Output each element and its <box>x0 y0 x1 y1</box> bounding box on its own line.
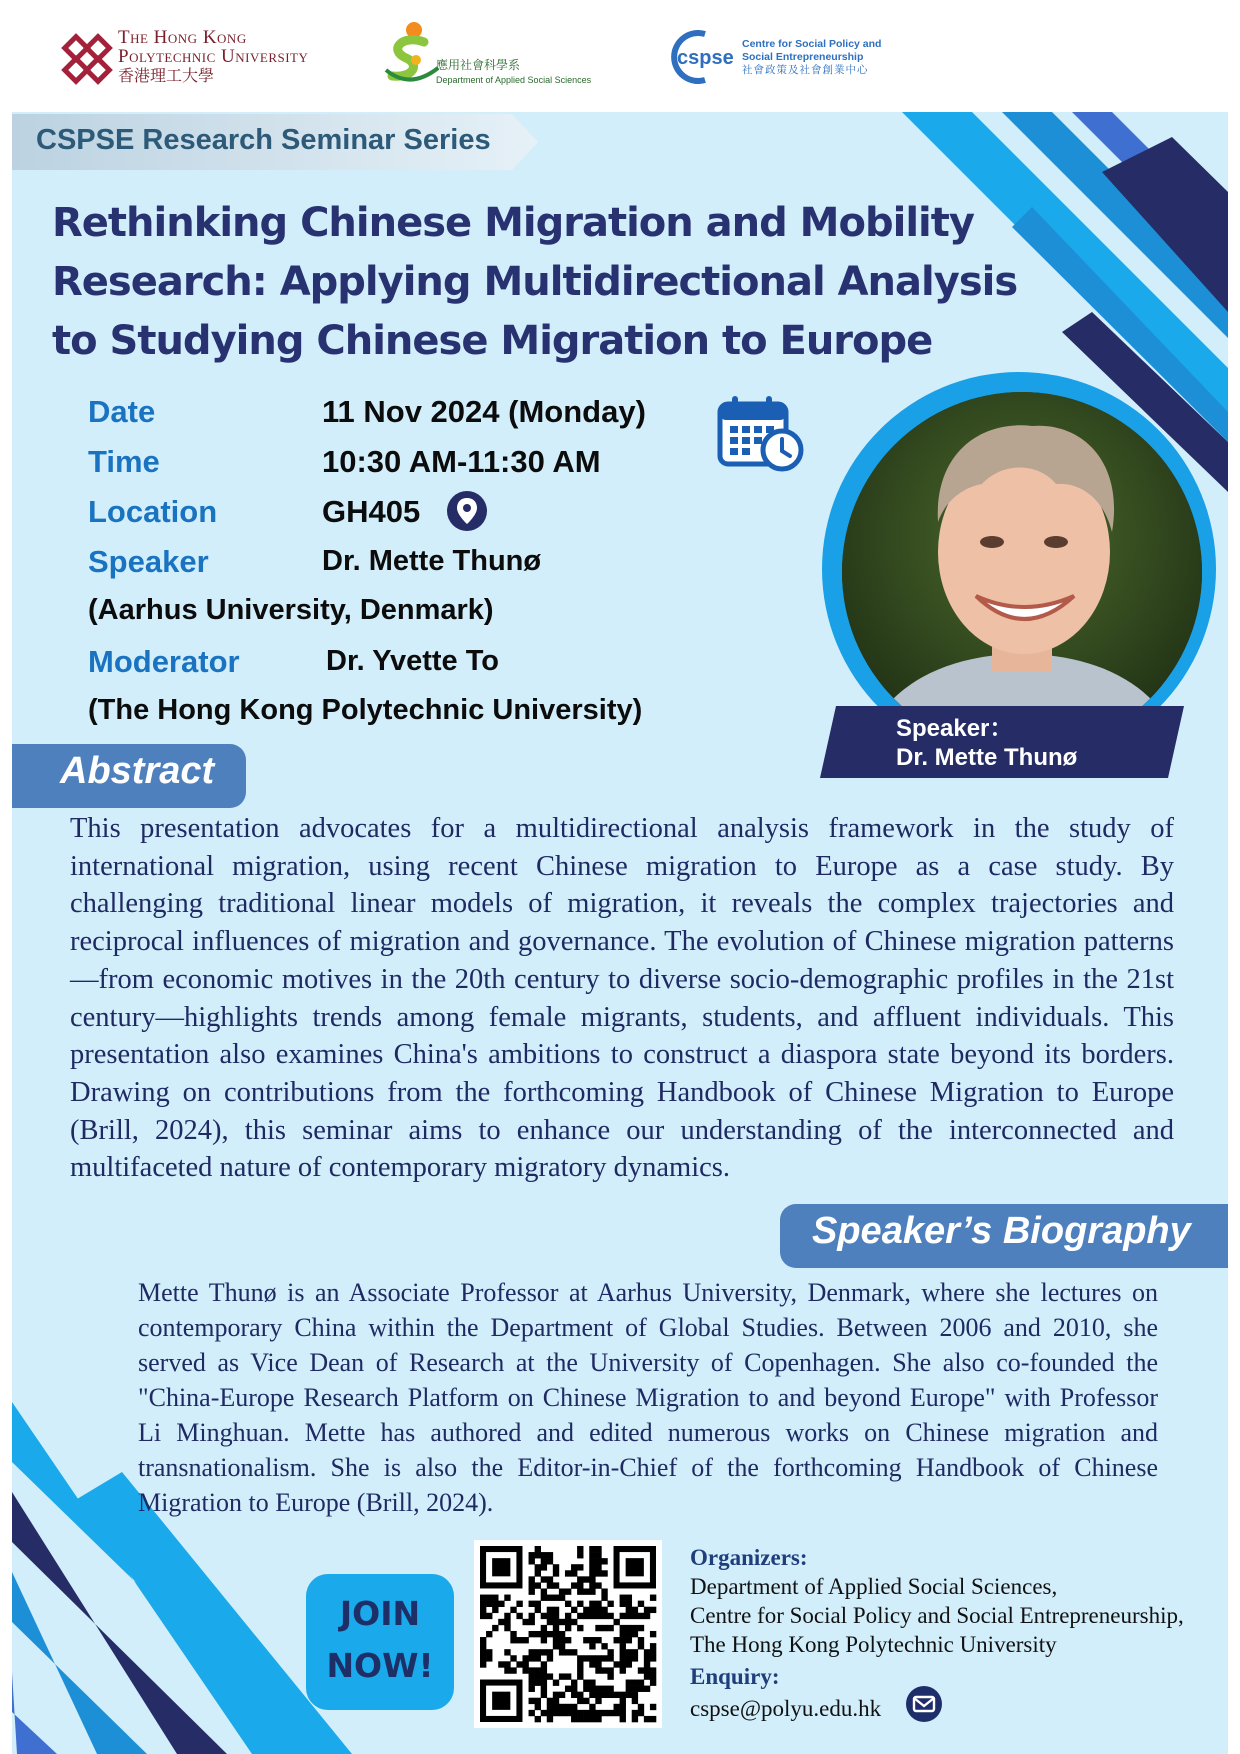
time-label: Time <box>88 444 160 479</box>
organizer-line-2: Centre for Social Policy and Social Entrepreneurship, <box>690 1603 1184 1628</box>
cspse-line1: Centre for Social Policy and <box>742 38 882 50</box>
registration-qr-code[interactable] <box>474 1540 662 1728</box>
biography-heading: Speaker’s Biography <box>812 1210 1191 1252</box>
date-value: 11 Nov 2024 (Monday) <box>322 394 646 429</box>
join-line-2: NOW! <box>326 1646 434 1685</box>
title-line-3: to Studying Chinese Migration to Europe <box>52 318 933 364</box>
moderator-value: Dr. Yvette To <box>326 645 499 677</box>
organizer-line-1: Department of Applied Social Sciences, <box>690 1574 1058 1599</box>
cspse-wordmark <box>742 38 881 77</box>
cspse-chinese: 社會政策及社會創業中心 <box>742 64 869 76</box>
location-value: GH405 <box>322 494 421 529</box>
seminar-title <box>52 194 1052 371</box>
speaker-photo <box>842 392 1202 752</box>
enquiry-email[interactable]: cspse@polyu.edu.hk <box>690 1696 882 1721</box>
polyu-line2: Polytechnic University <box>118 46 309 67</box>
cspse-logo-mark <box>665 30 745 84</box>
location-pin-icon <box>446 490 488 532</box>
polyu-line1: The Hong Kong <box>118 27 247 48</box>
apss-chinese: 應用社會科學系 <box>436 58 521 72</box>
speaker-label: Speaker <box>88 544 209 579</box>
polyu-wordmark <box>118 28 308 85</box>
apss-wordmark <box>436 56 591 85</box>
qr-code-graphic <box>474 1540 662 1728</box>
speaker-value: Dr. Mette Thunø <box>322 545 542 577</box>
enquiry-label: Enquiry: <box>690 1664 780 1689</box>
abstract-heading: Abstract <box>60 750 215 792</box>
speaker-caption-name: Dr. Mette Thunø <box>896 744 1078 771</box>
polyu-logo-mark <box>58 30 116 88</box>
series-title: CSPSE Research Seminar Series <box>36 124 491 156</box>
polyu-chinese: 香港理工大學 <box>118 66 215 85</box>
cspse-line2: Social Entrepreneurship <box>742 51 864 63</box>
join-line-1: JOIN <box>339 1594 421 1633</box>
biography-text: Mette Thunø is an Associate Professor at Aarhus University, Denmark, where she lectures on contemporary China within the Department of Global Studies. Between 2006 and 2010, she served as Vice Dean of Research at the University of Copenhagen. She also co-founded the "China-Europe Research Platform on Chinese Migration to and beyond Europe" with Professor Li Minghuan. Mette has authored and edited numerous works on Chinese migration and transnationalism. She is also the Editor-in-Chief of the forthcoming Handbook of Chinese Migration to Europe (Brill, 2024). <box>138 1278 1158 1517</box>
apss-logo-mark <box>380 20 440 86</box>
abstract-text: This presentation advocates for a multidirectional analysis framework in the study of international migration, using recent Chinese migration to Europe as a case study. By challenging traditional linear models of migration, it reveals the complex trajectories and reciprocal influences of migration and governance. The evolution of Chinese migration patterns—from economic motives in the 20th century to diverse socio-demographic profiles in the 21st century—highlights trends among female migrants, students, and affluent individuals. This presentation also examines China's ambitions to construct a diaspora state beyond its borders. Drawing on contributions from the forthcoming Handbook of Chinese Migration to Europe (Brill, 2024), this seminar aims to enhance our understanding of the interconnected and multifaceted nature of contemporary migratory dynamics. <box>70 813 1174 1184</box>
apss-english: Department of Applied Social Sciences <box>436 75 592 85</box>
title-line-2: Research: Applying Multidirectional Analysis <box>52 259 1018 305</box>
speaker-affiliation: (Aarhus University, Denmark) <box>88 594 494 626</box>
date-label: Date <box>88 394 156 429</box>
time-value: 10:30 AM-11:30 AM <box>322 444 601 479</box>
speaker-caption-label: Speaker： <box>896 715 1014 742</box>
cspse-mark-text: cspse <box>677 47 734 69</box>
location-label: Location <box>88 494 218 529</box>
envelope-icon[interactable] <box>906 1686 942 1722</box>
join-now-label[interactable] <box>306 1588 454 1692</box>
moderator-label: Moderator <box>88 644 240 679</box>
moderator-affiliation: (The Hong Kong Polytechnic University) <box>88 694 643 726</box>
organizer-line-3: The Hong Kong Polytechnic University <box>690 1632 1057 1657</box>
title-line-1: Rethinking Chinese Migration and Mobility <box>52 200 974 246</box>
calendar-clock-icon <box>716 394 806 474</box>
organizers-label: Organizers: <box>690 1545 808 1570</box>
